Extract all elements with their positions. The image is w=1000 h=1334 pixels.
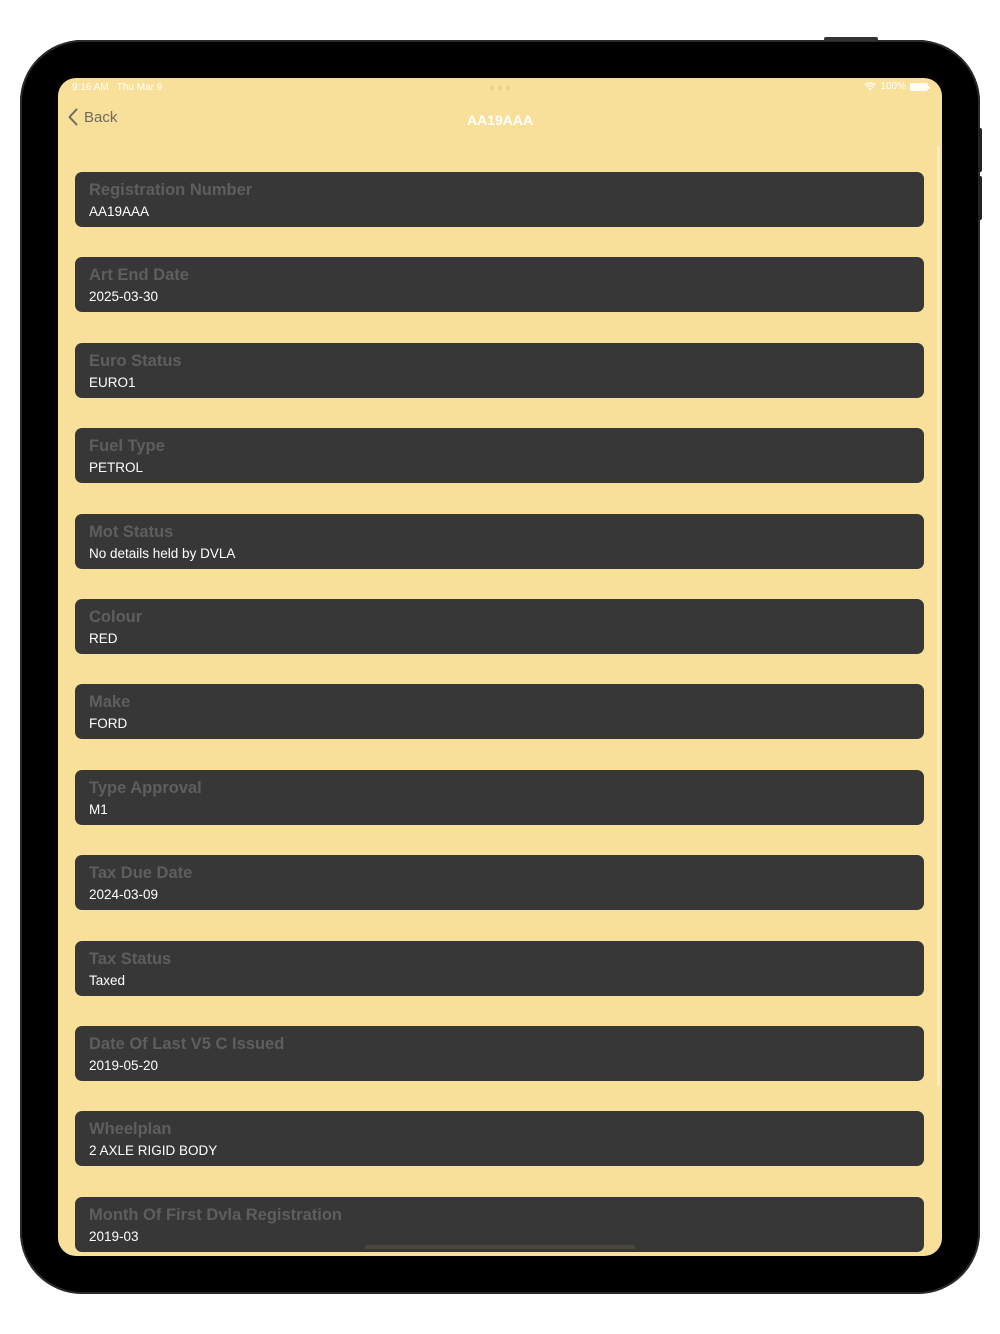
- app-screen: [58, 78, 942, 1256]
- field-wheelplan: [75, 1111, 924, 1166]
- field-euro-status: [75, 343, 924, 398]
- field-value: 2019-05-20: [89, 1057, 159, 1073]
- field-label: Date Of Last V5 C Issued: [89, 1034, 285, 1053]
- field-label: Month Of First Dvla Registration: [89, 1205, 343, 1224]
- field-value: FORD: [89, 716, 128, 732]
- field-label: Wheelplan: [89, 1120, 172, 1139]
- field-month-of-first-dvla-registration: [75, 1197, 924, 1252]
- field-type-approval: [75, 770, 924, 825]
- field-art-end-date: [75, 257, 924, 312]
- field-label: Fuel Type: [89, 437, 165, 456]
- field-value: Taxed: [89, 972, 126, 988]
- field-label: Registration Number: [89, 181, 253, 199]
- field-value: 2 AXLE RIGID BODY: [89, 1143, 218, 1159]
- vehicle-details-list: [75, 172, 924, 1256]
- field-label: Make: [89, 693, 131, 712]
- field-fuel-type: [75, 428, 924, 483]
- field-colour: [75, 599, 924, 654]
- field-value: EURO1: [89, 374, 136, 390]
- field-label: Tax Status: [89, 949, 172, 968]
- field-registration-number: [75, 172, 924, 227]
- field-label: Type Approval: [89, 778, 202, 797]
- field-value: 2024-03-09: [89, 887, 159, 903]
- field-value: 2025-03-30: [89, 289, 159, 305]
- field-label: Mot Status: [89, 522, 174, 541]
- field-label: Tax Due Date: [89, 864, 193, 883]
- field-label: Art End Date: [89, 266, 189, 285]
- field-date-of-last-v5c-issued: [75, 1026, 924, 1081]
- navigation-bar: [58, 100, 942, 144]
- volume-down-button: [978, 176, 982, 220]
- battery-percent: 100%: [880, 81, 906, 92]
- status-time: 9:16 AM: [72, 82, 109, 93]
- field-mot-status: [75, 514, 924, 569]
- status-bar: [58, 78, 942, 98]
- field-tax-due-date: [75, 855, 924, 910]
- field-label: Colour: [89, 607, 143, 626]
- field-value: RED: [89, 630, 118, 646]
- field-tax-status: [75, 941, 924, 996]
- field-make: [75, 684, 924, 739]
- field-value: 2019-03: [89, 1228, 139, 1244]
- top-power-button: [824, 37, 878, 41]
- field-value: PETROL: [89, 460, 144, 476]
- field-value: No details held by DVLA: [89, 545, 236, 561]
- home-indicator[interactable]: [365, 1245, 635, 1249]
- status-time-date: [72, 82, 162, 93]
- volume-up-button: [978, 128, 982, 172]
- back-label: Back: [84, 108, 118, 126]
- page-title: AA19AAA: [466, 112, 534, 128]
- status-right: [864, 81, 928, 92]
- battery-icon: [910, 83, 928, 91]
- field-value: M1: [89, 801, 108, 817]
- multitasking-dots[interactable]: [490, 86, 510, 90]
- field-value: AA19AAA: [89, 204, 150, 219]
- scroll-indicator[interactable]: [937, 146, 940, 1086]
- field-label: Euro Status: [89, 351, 182, 370]
- status-date: Thu Mar 9: [116, 82, 163, 93]
- wifi-icon: [864, 82, 876, 91]
